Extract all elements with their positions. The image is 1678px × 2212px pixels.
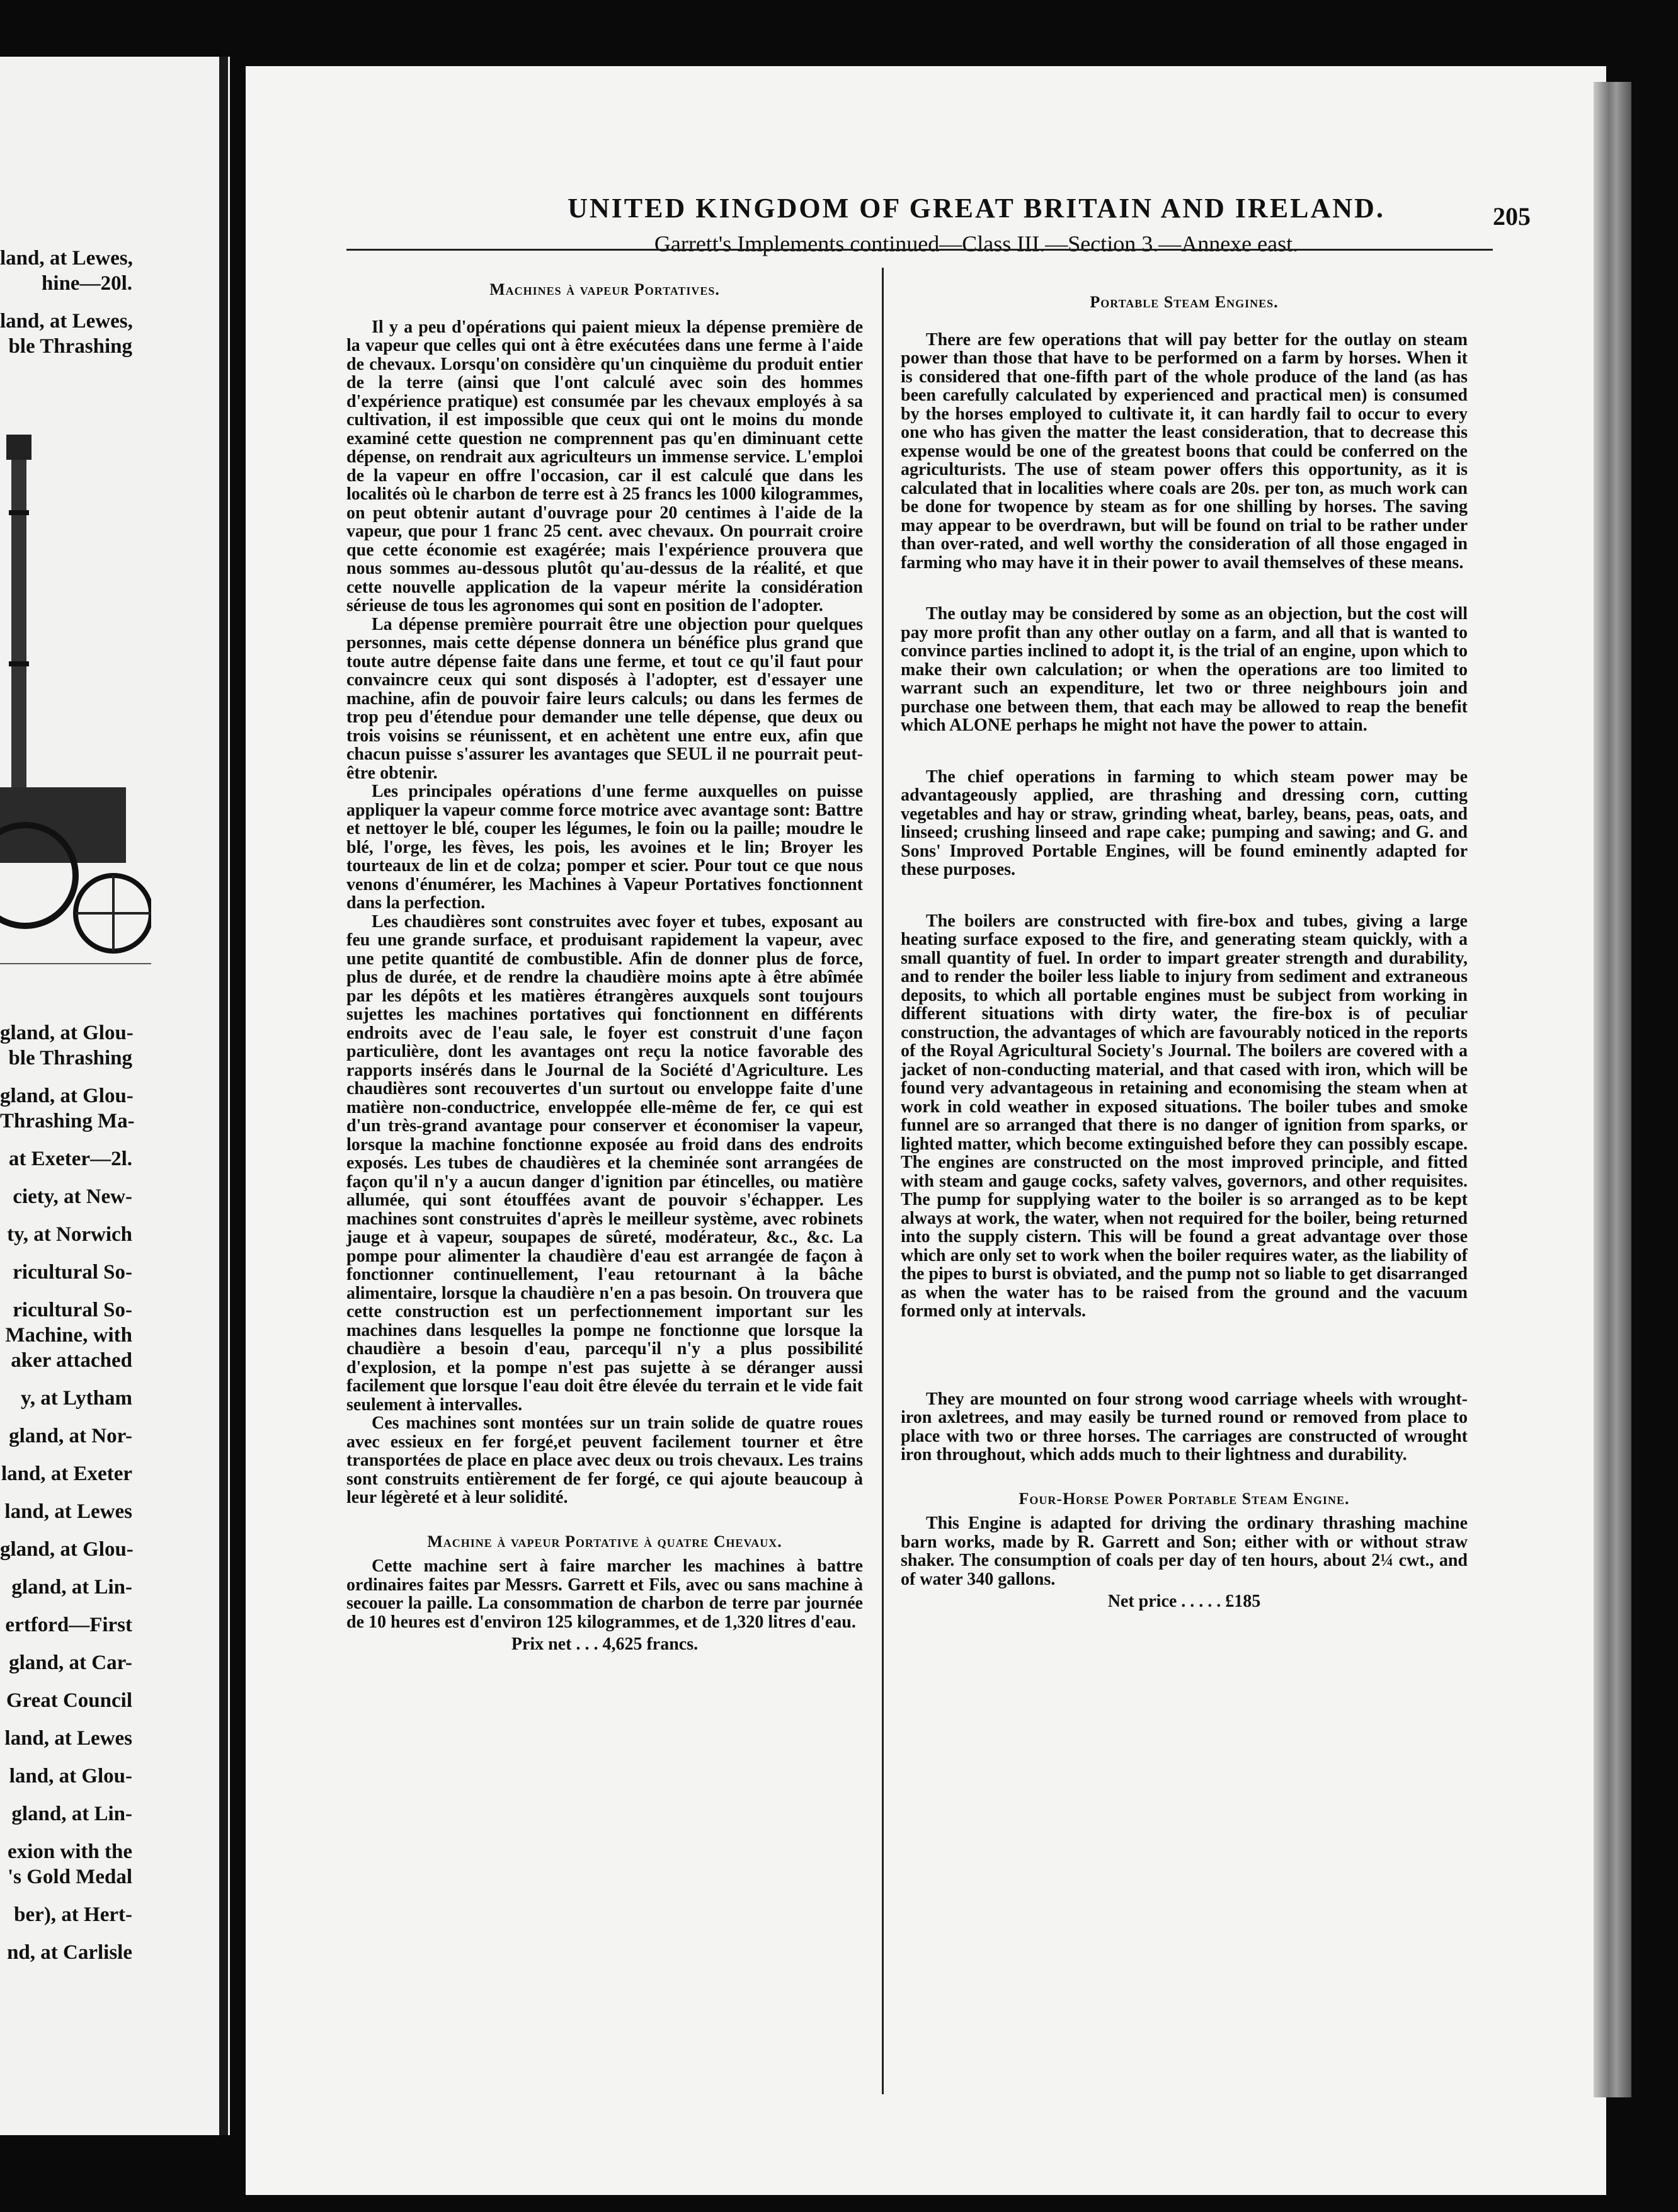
left-line: 's Gold Medal [7, 1866, 132, 1888]
left-line: aker attached [11, 1349, 132, 1372]
french-paragraph: Les chaudières sont construites avec foyer et tubes, exposant au feu une grande surface, et produisant rapidement la vapeur, avec une petite quantité de combustible. Afin de donner plus de force, plus de durée, et de rendre la chaudière moins apte à être abîmée par les dépôts et les matières étrangères auxquels sont toujours sujettes les machines portatives qui fonctionnent en différents endroits avec de l'eau sale, le foyer est construit d'une façon particulière, dont les avantages ont reçu la notice favorable des rapports insérés dans le Journal de la Société d'Agriculture. Les chaudières sont recouvertes d'un surtout ou enveloppe faite d'une matière non-conductrice, enveloppée elle-même de fer, ce qui est d'un très-grand avantage pour conserver et économiser la vapeur, lorsque la machine fonctionne exposée au froid dans des endroits exposés. Les tubes de chaudières et la cheminée sont arrangées de façon qu'il n'y a aucun danger d'ignition par étincelles, ou matière allumée, qui sont étouffées avant de pouvoir s'échapper. Les machines sont construites d'après le meilleur système, avec robinets jauge et à vapeur, soupapes de sûreté, modérateur, &c., &c. La pompe pour alimenter la chaudière d'eau est arrangée de façon à fonctionner continuellement, l'eau retournant à la bâche alimentaire, lorsque la chaudière n'en a pas besoin. On trouvera que cette construction est un perfectionnement important sur les machines dans lesquelles la pompe ne fonctionne que lorsque la chaudière a besoin d'eau, parcequ'il n'y a plus possibilité d'explosion, et la pompe n'est pas sujette à se déranger aussi facilement que lorsque l'eau doit être élevée du terrain et le vide fait seulement à intervalles. [346, 911, 863, 1415]
left-line: ble Thrashing [8, 1047, 132, 1069]
left-line: land, at Lewes [4, 1500, 132, 1523]
english-heading-four-horse: Four-Horse Power Portable Steam Engine. [1019, 1489, 1350, 1508]
left-line: land, at Exeter [1, 1462, 132, 1485]
page-subtitle: Garrett's Implements continued—Class III.—Section 3.—Annexe east. [654, 231, 1299, 256]
english-paragraph: They are mounted on four strong wood carriage wheels with wrought-iron axletrees, and may easily be turned round or removed from place to place with two or three horses. The carriages are constructed of wrought iron throughout, which adds much to their lightness and durability. [901, 1389, 1468, 1464]
left-line: ricultural So- [13, 1299, 132, 1321]
left-line: gland, at Lin- [11, 1576, 132, 1599]
french-paragraph: Il y a peu d'opérations qui paient mieux la dépense première de la vapeur que celles qui ont à être exécutées dans une ferme à l'aide de chevaux. Lorsqu'on considère qu'un cinquième du produit entier de la terre (ainsi que l'ont calculé avec soin des hommes d'expérience pratique) est consumée par les chevaux employés à sa cultivation, il est impossible que ceux qui ont le moins du monde examiné cette question ne comprennent pas qu'en diminuant cette dépense, on rendrait aux agriculteurs un immense service. L'emploi de la vapeur en offre l'occasion, car il est calculé que dans les localités où le charbon de terre est à 25 francs les 1000 kilogrammes, on peut obtenir autant d'ouvrage pour 20 centimes à l'aide de la vapeur, que pour 1 franc 25 cent. avec chevaux. On pourrait croire que cette économie est exagérée; mais l'expérience prouvera que nous sommes au-dessous plutôt qu'au-dessus de la réalité, et que cette nouvelle application de la vapeur mérite la considération sérieuse de tous les agronomes qui sont en position de l'adopter. [346, 317, 863, 615]
french-heading-four-horse: Machine à vapeur Portative à quatre Chevaux. [427, 1532, 782, 1551]
left-line: gland, at Lin- [11, 1803, 132, 1825]
left-line: gland, at Car- [9, 1651, 132, 1674]
left-line: ertford—First [5, 1614, 132, 1636]
left-line: gland, at Nor- [9, 1425, 132, 1447]
header-rule [346, 249, 1493, 251]
left-line: land, at Lewes [4, 1727, 132, 1750]
french-price: Prix net . . . 4,625 francs. [511, 1634, 699, 1654]
left-line: gland, at Glou- [0, 1538, 134, 1561]
english-paragraph: The outlay may be considered by some as an objection, but the cost will pay more profit than any other outlay on a farm, and all that is wanted to convince parties inclined to adopt it, is the trial of an engine, upon which to make their own calculation; or when the operations are too limited to warrant such an expenditure, let two or three neighbours join and purchase one between them, that each may be allowed to reap the benefit which ALONE perhaps he might not have the power to attain. [901, 604, 1468, 735]
gutter-shadow [219, 57, 228, 2135]
left-page-fragment [0, 57, 230, 2135]
french-column [346, 280, 863, 1654]
page-number: 205 [1493, 202, 1531, 231]
left-line: at Exeter—2l. [8, 1148, 132, 1170]
page-header [246, 192, 1606, 257]
left-line: ber), at Hert- [14, 1903, 132, 1926]
french-paragraph: Ces machines sont montées sur un train solide de quatre roues avec essieux en fer forgé,et peuvent facilement tourner et être transportées de place en place avec deux ou trois chevaux. Les trains sont construits entièrement de fer forgé, ce qui ajoute beaucoup à leur légèreté et à leur solidité. [346, 1413, 863, 1507]
left-line: ricultural So- [13, 1261, 132, 1284]
page-edge-shadow [1594, 82, 1631, 2097]
left-line: land, at Glou- [9, 1765, 132, 1787]
column-divider [882, 268, 884, 2094]
french-paragraph: Les principales opérations d'une ferme auxquelles on puisse appliquer la vapeur comme force motrice avec avantage sont: Battre et nettoyer le blé, couper les légumes, le foin ou la paille; moudre le blé, l'orge, les fèves, les pois, les avoines et le lin; Broyer les tourteaux de lin et de colza; pomper et scier. Pour tout ce que nous venons d'énumérer, les Machines à Vapeur Portatives fonctionnent dans la perfection. [346, 782, 863, 913]
left-line: ciety, at New- [13, 1185, 132, 1208]
page-title: UNITED KINGDOM OF GREAT BRITAIN AND IRELAND. [568, 193, 1385, 224]
french-paragraph: Cette machine sert à faire marcher les machines à battre ordinaires faites par Messrs. Garrett et Fils, avec ou sans machine à secouer la paille. La consommation de charbon de terre par journée de 10 heures est d'environ 125 kilogrammes, et de 1,320 litres d'eau. [346, 1556, 863, 1632]
english-column [901, 293, 1468, 1611]
left-line: ty, at Norwich [7, 1223, 132, 1246]
left-line: land, at Lewes, [0, 310, 133, 333]
french-heading-portable: Machines à vapeur Portatives. [489, 280, 720, 299]
left-line: y, at Lytham [21, 1387, 132, 1410]
left-line: Thrashing Ma- [0, 1110, 135, 1132]
page [246, 66, 1606, 2195]
english-heading-portable: Portable Steam Engines. [1090, 293, 1279, 311]
english-paragraph: The boilers are constructed with fire-box and tubes, giving a large heating surface exposed to the fire, and generating steam quickly, with a small quantity of fuel. In order to impart greater strength and durability, and to render the boiler less liable to injury from sediment and extraneous deposits, to which all portable engines must be subject from working in different situations with dirty water, the fire-box is of peculiar construction, the advantages of which are favourably noticed in the reports of the Royal Agricultural Society's Journal. The boilers are covered with a jacket of non-conducting material, and that cased with iron, which will be found very advantageous in retaining and economising the steam when at work in cold weather in exposed situations. The boiler tubes and smoke funnel are so arranged that there is no danger of ignition from sparks, or lighted matter, which become extinguished before they can possibly escape. The engines are constructed on the most improved principle, and fitted with steam and gauge cocks, safety valves, governors, and other requisites. The pump for supplying water to the boiler is so arranged as to be kept always at work, the water, when not required for the boiler, being returned into the supply cistern. This will be found a great advantage over those which are only set to work when the boiler requires water, as the liability of the pipes to burst is obviated, and the pump not so liable to get disarranged as when the water has to be raised from the ground and the vacuum formed only at intervals. [901, 911, 1468, 1321]
left-line: exion with the [8, 1840, 132, 1863]
left-line: gland, at Glou- [0, 1022, 134, 1044]
left-line: Machine, with [5, 1324, 132, 1347]
left-line: gland, at Glou- [0, 1085, 134, 1107]
left-line: hine—20l. [42, 272, 132, 295]
english-price: Net price . . . . . £185 [1107, 1592, 1261, 1611]
french-paragraph: La dépense première pourrait être une objection pour quelques personnes, mais cette dépense donnera un bénéfice plus grand que toute autre dépense faite dans une ferme, et tout ce qu'il faut pour convaincre ceux qui sont disposés à l'adopter, est d'essayer une machine, afin de pouvoir faire leurs calculs; ou dans les fermes de trop peu d'étendue pour demander une telle dépense, que deux ou trois voisins se réunissent, et en achètent une entre eux, afin que chacun puisse s'assurer les avantages que SEUL il ne pourrait peut-être obtenir. [346, 614, 863, 783]
left-line: ble Thrashing [8, 335, 132, 358]
english-paragraph: The chief operations in farming to which steam power may be advantageously applied, are thrashing and dressing corn, cutting vegetables and hay or straw, grinding wheat, barley, beans, peas, oats, and linseed; crushing linseed and rape cake; pumping and sawing; and G. and Sons' Improved Portable Engines, will be found eminently adapted for these purposes. [901, 767, 1468, 879]
steam-engine-illustration [0, 435, 151, 1001]
left-line: land, at Lewes, [0, 247, 133, 270]
left-line: Great Council [6, 1689, 132, 1712]
english-paragraph: There are few operations that will pay better for the outlay on steam power than those that have to be performed on a farm by horses. When it is considered that one-fifth part of the whole produce of the land (as has been carefully calculated by experienced and practical men) is consumed by the horses employed to cultivate it, it can hardly fail to occur to every one who has given the matter the least consideration, that to decrease this expense would be one of the greatest boons that could be conferred on the agriculturists. The use of steam power offers this opportunity, as it is calculated that in localities where coals are 20s. per ton, as much work can be done for twopence by steam as for one shilling by horses. The saving may appear to be overdrawn, but will be found on trial to be rather under than over-rated, and well worthy the consideration of all those engaged in farming who may have it in their power to avail themselves of these means. [901, 329, 1468, 573]
english-paragraph: This Engine is adapted for driving the ordinary thrashing machine barn works, made by R. Garrett and Son; either with or without straw shaker. The consumption of coals per day of ten hours, about 2¼ cwt., and of water 340 gallons. [901, 1514, 1468, 1589]
left-line: nd, at Carlisle [7, 1941, 132, 1964]
